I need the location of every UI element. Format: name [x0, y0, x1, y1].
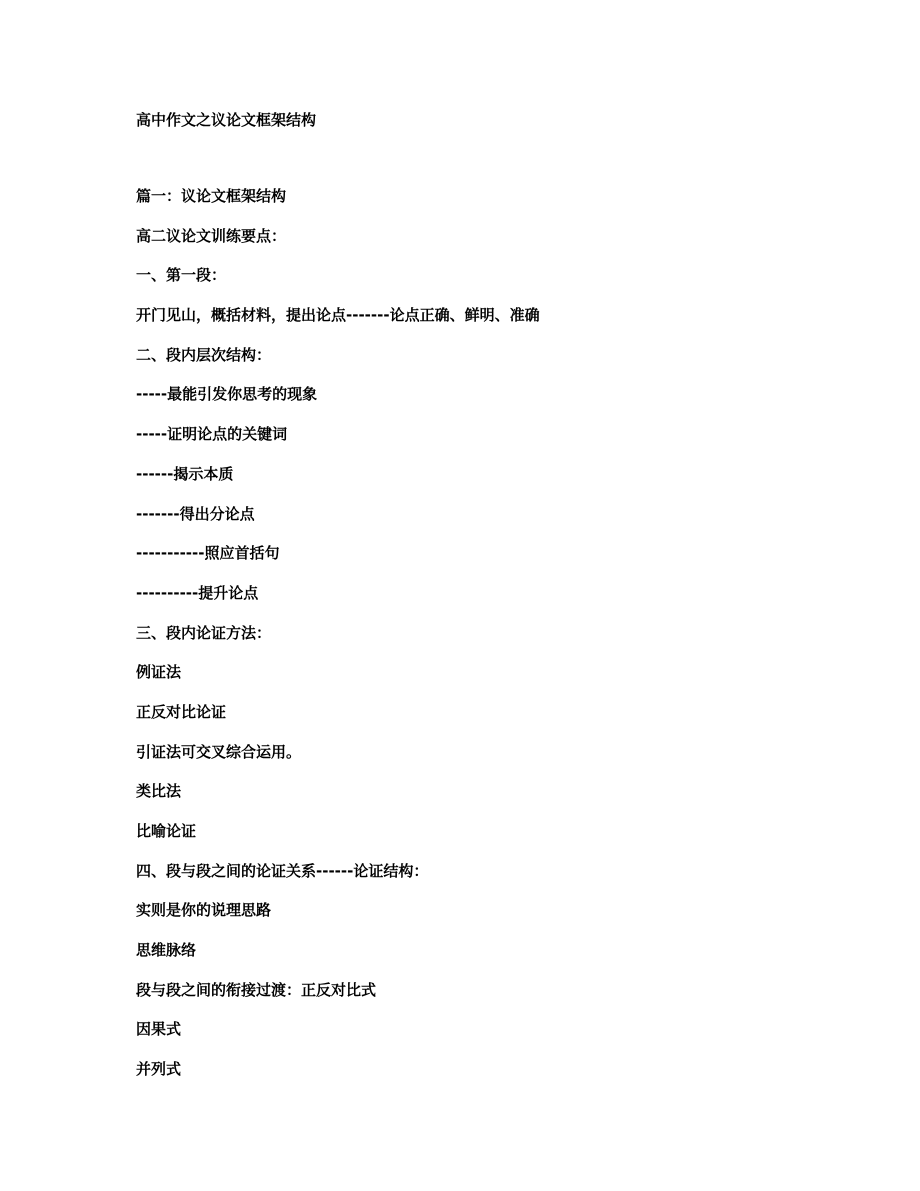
- text-line: -----证明论点的关键词: [136, 425, 288, 444]
- text-line: 正反对比论证: [136, 702, 227, 721]
- text-line: 段与段之间的衔接过渡：正反对比式: [136, 980, 377, 999]
- text-line: 因果式: [136, 1020, 182, 1039]
- section-3-heading: 三、段内论证方法：: [136, 623, 272, 642]
- text-line: -----------照应首括句: [136, 544, 280, 563]
- text-line: ----------提升论点: [136, 583, 259, 602]
- section-1-heading: 一、第一段：: [136, 266, 227, 285]
- text-line: 引证法可交叉综合运用。: [136, 742, 302, 761]
- text-line: 例证法: [136, 663, 182, 682]
- text-line: 实则是你的说理思路: [136, 901, 272, 920]
- section-2-heading: 二、段内层次结构：: [136, 345, 272, 364]
- section-4-heading: 四、段与段之间的论证关系------论证结构：: [136, 861, 429, 880]
- text-line: ------揭示本质: [136, 464, 234, 483]
- text-line: 思维脉络: [136, 941, 197, 960]
- document-title: 高中作文之议论文框架结构: [136, 111, 317, 129]
- text-line: 类比法: [136, 782, 182, 801]
- text-line: 并列式: [136, 1060, 182, 1079]
- text-line: -------得出分论点: [136, 504, 255, 523]
- text-line: 开门见山，概括材料，提出论点-------论点正确、鲜明、准确: [136, 306, 540, 325]
- training-points-heading: 高二议论文训练要点：: [136, 226, 287, 245]
- section-heading-pian-yi: 篇一：议论文框架结构: [136, 187, 287, 205]
- text-line: -----最能引发你思考的现象: [136, 385, 318, 404]
- text-line: 比喻论证: [136, 822, 197, 840]
- document-body: [136, 184, 540, 1097]
